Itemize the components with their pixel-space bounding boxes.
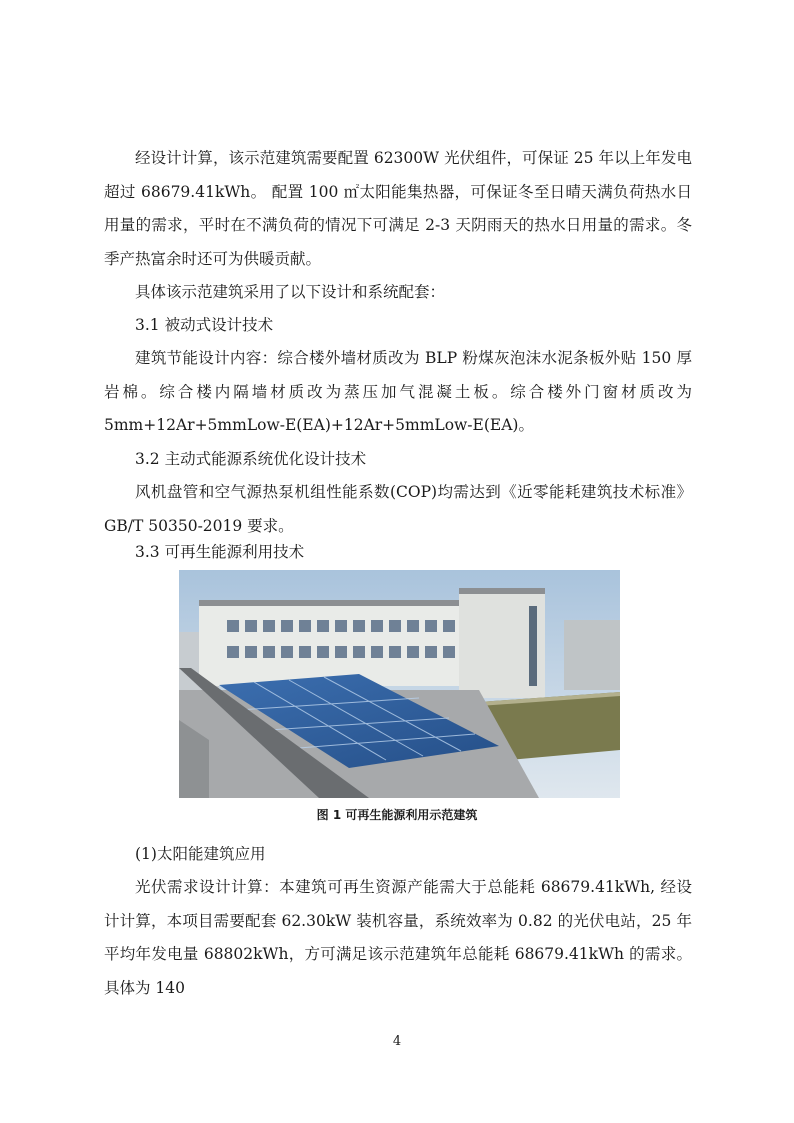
paragraph-passive-design: 建筑节能设计内容：综合楼外墙材质改为 BLP 粉煤灰泡沫水泥条板外贴 150 厚岩棉。综合楼内隔墙材质改为蒸压加气混凝土板。综合楼外门窗材质改为 5mm+12Ar+5mmLow-E(EA)+12Ar+5mmLow-E(EA)。 (104, 349, 692, 434)
paragraph-design-calculation: 经设计计算，该示范建筑需要配置 62300W 光伏组件，可保证 25 年以上年发电超过 68679.41kWh。 配置 100 ㎡太阳能集热器，可保证冬至日晴天满负荷热水日用量的需求，平时在不满负荷的情况下可满足 2-3 天阴雨天的热水日用量的需求。冬季产热富余时还可为供暖贡献。 (104, 149, 692, 268)
heading-solar-application: (1)太阳能建筑应用 (135, 845, 266, 863)
heading-3-2: 3.2 主动式能源系统优化设计技术 (135, 450, 367, 468)
heading-3-1: 3.1 被动式设计技术 (135, 316, 274, 334)
building-photo (179, 570, 620, 798)
paragraph-intro-list: 具体该示范建筑采用了以下设计和系统配套： (135, 283, 446, 301)
heading-3-3: 3.3 可再生能源利用技术 (135, 543, 305, 561)
page-number: 4 (392, 1034, 402, 1049)
figure-caption: 图 1 可再生能源利用示范建筑 (316, 808, 478, 822)
paragraph-pv-calculation: 光伏需求设计计算：本建筑可再生资源产能需大于总能耗 68679.41kWh, 经设计计算，本项目需要配套 62.30kW 装机容量，系统效率为 0.82 的光伏电站，25 年平均年发电量 68802kWh，方可满足该示范建筑年总能耗 68679.41kWh 的需求。具体为 140 (104, 878, 692, 997)
paragraph-active-system: 风机盘管和空气源热泵机组性能系数(COP)均需达到《近零能耗建筑技术标准》GB/T 50350-2019 要求。 (104, 483, 692, 535)
